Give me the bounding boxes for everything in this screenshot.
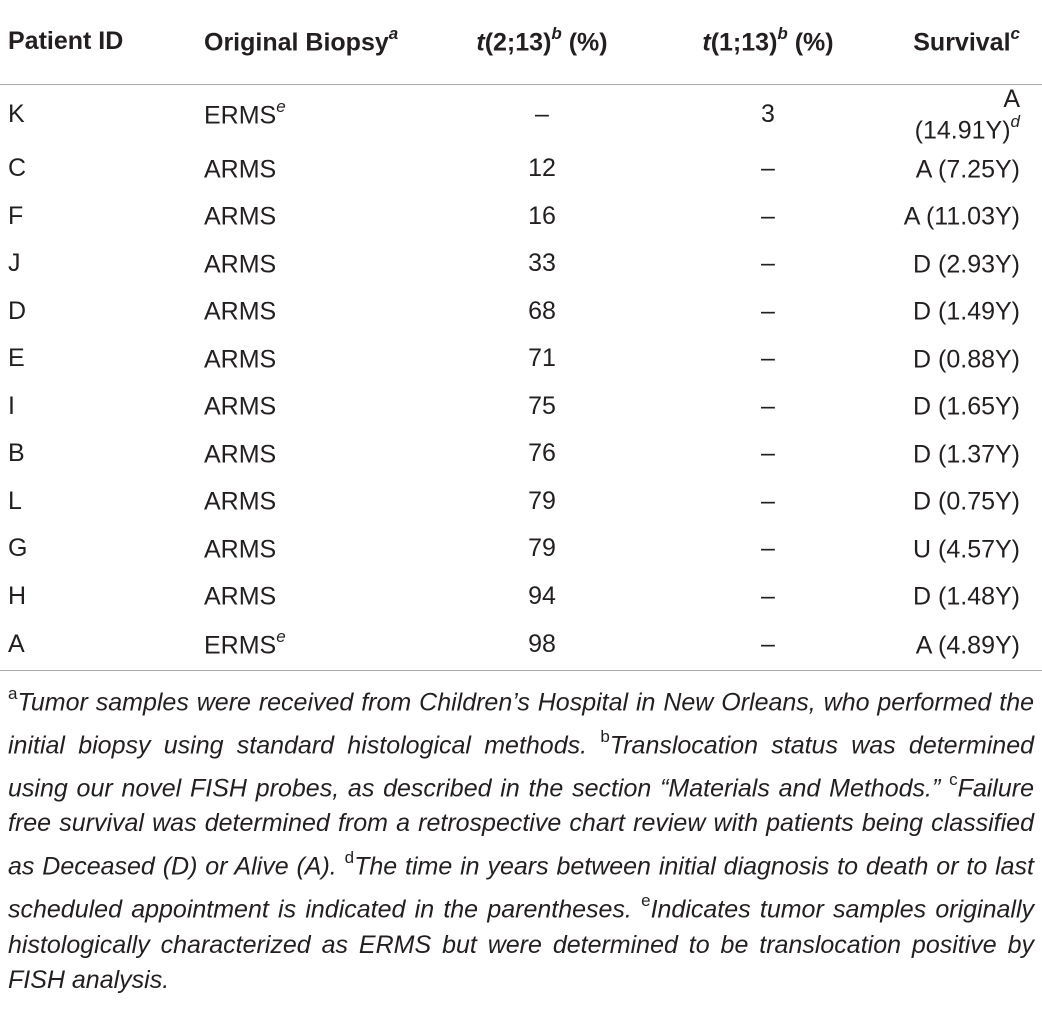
table-footnotes xyxy=(8,678,1034,999)
table-row xyxy=(0,84,1042,145)
cell-t213: 75 xyxy=(528,391,556,420)
cell-t113: – xyxy=(761,201,775,230)
cell-t213: 12 xyxy=(528,154,556,183)
footnote-e: Indicates tumor samples originally histologically characterized as ERMS but were determined to be translocation positive by FISH analysis. xyxy=(8,895,1034,995)
cell-t213: 98 xyxy=(444,620,640,671)
cell-t213: 68 xyxy=(528,296,556,325)
table-row xyxy=(0,192,1042,240)
cell-t113: – xyxy=(761,154,775,183)
footnote-mark-e: e xyxy=(641,890,651,910)
footnote-mark-c: c xyxy=(949,769,958,789)
cell-survival: D (2.93Y) xyxy=(913,250,1020,279)
cell-patient-id: H xyxy=(8,581,27,610)
table-row xyxy=(0,620,1042,671)
cell-patient-id: J xyxy=(8,249,21,278)
cell-survival: D (0.88Y) xyxy=(913,345,1020,374)
cell-patient-id: B xyxy=(8,439,25,468)
header-t213: t(2;13)$^b$ (%) xyxy=(444,0,640,84)
footnote-b: Translocation status was determined using our novel FISH probes, as described in the section “Materials and Methods.” xyxy=(8,731,1034,802)
cell-biopsy: ARMS xyxy=(204,250,277,279)
cell-t213: 16 xyxy=(528,201,556,230)
header-row xyxy=(0,0,1042,84)
cell-t113: 3 xyxy=(761,100,775,129)
cell-t113: – xyxy=(761,391,775,420)
cell-t113: – xyxy=(761,581,775,610)
table-row xyxy=(0,572,1042,620)
cell-survival: D (0.75Y) xyxy=(913,487,1020,516)
cell-survival: A $(14.91Y)^d$ xyxy=(914,84,1020,144)
cell-t113: – xyxy=(761,534,775,563)
cell-biopsy: ARMS xyxy=(204,487,277,516)
cell-survival: U (4.57Y) xyxy=(913,535,1020,564)
cell-t213: 79 xyxy=(528,486,556,515)
cell-t213: 76 xyxy=(528,439,556,468)
cell-survival: D (1.37Y) xyxy=(913,440,1020,469)
cell-survival: D (1.48Y) xyxy=(913,582,1020,611)
cell-patient-id: L xyxy=(8,486,22,515)
cell-patient-id: E xyxy=(8,344,25,373)
table-row xyxy=(0,335,1042,383)
cell-biopsy: ARMS xyxy=(204,582,277,611)
cell-biopsy: ARMS xyxy=(204,535,277,564)
header-patient-id: Patient ID xyxy=(0,0,204,84)
cell-biopsy: ERMS$^e$ xyxy=(204,97,286,130)
cell-survival: A (4.89Y) xyxy=(896,620,1042,671)
cell-survival: A (11.03Y) xyxy=(903,202,1020,231)
cell-survival: D (1.65Y) xyxy=(913,392,1020,421)
footnote-mark-d: d xyxy=(344,847,355,867)
cell-patient-id: A xyxy=(0,620,204,671)
cell-biopsy: ARMS xyxy=(204,345,277,374)
cell-t113: – xyxy=(761,249,775,278)
cell-t213: 33 xyxy=(528,249,556,278)
cell-t213: – xyxy=(535,100,549,129)
footnote-c: Failure free survival was determined from a retrospective chart review with patients being classified as Deceased (D) or Alive (A). xyxy=(8,773,1034,881)
cell-t113: – xyxy=(640,620,896,671)
cell-patient-id: C xyxy=(8,154,27,183)
cell-biopsy: ERMS$^e$ xyxy=(204,620,444,671)
cell-patient-id: D xyxy=(8,296,27,325)
cell-patient-id: I xyxy=(8,391,15,420)
table-row xyxy=(0,287,1042,335)
cell-t113: – xyxy=(761,296,775,325)
table-row xyxy=(0,240,1042,288)
footnote-a: Tumor samples were received from Children’s Hospital in New Orleans, who performed the initial biopsy using standard histological methods. xyxy=(8,688,1034,760)
cell-biopsy: ARMS xyxy=(204,155,277,184)
header-t113: t(1;13)$^b$ (%) xyxy=(640,0,896,84)
cell-biopsy: ARMS xyxy=(204,392,277,421)
header-original-biopsy: Original Biopsy$^a$ xyxy=(204,0,444,84)
cell-patient-id: F xyxy=(8,201,24,230)
cell-patient-id: G xyxy=(8,534,28,563)
table-row xyxy=(0,477,1042,525)
cell-t213: 79 xyxy=(528,534,556,563)
cell-biopsy: ARMS xyxy=(204,202,277,231)
cell-t113: – xyxy=(761,486,775,515)
cell-survival: D (1.49Y) xyxy=(913,297,1020,326)
table-row xyxy=(0,382,1042,430)
footnote-d: The time in years between initial diagnosis to death or to last scheduled appointment is indicated in the parentheses. xyxy=(8,852,1034,924)
cell-survival: A (7.25Y) xyxy=(915,155,1020,184)
cell-patient-id: K xyxy=(8,100,25,129)
footnote-mark-a: a xyxy=(8,684,18,703)
cell-t213: 94 xyxy=(528,581,556,610)
cell-biopsy: ARMS xyxy=(204,297,277,326)
table-row xyxy=(0,430,1042,478)
cell-t113: – xyxy=(761,439,775,468)
header-survival: Survival$^c$ xyxy=(896,0,1042,84)
cell-t113: – xyxy=(761,344,775,373)
footnote-mark-b: b xyxy=(600,726,610,746)
table-row xyxy=(0,145,1042,193)
cell-biopsy: ARMS xyxy=(204,440,277,469)
table-row xyxy=(0,525,1042,573)
cell-t213: 71 xyxy=(528,344,556,373)
table-body xyxy=(0,84,1042,670)
